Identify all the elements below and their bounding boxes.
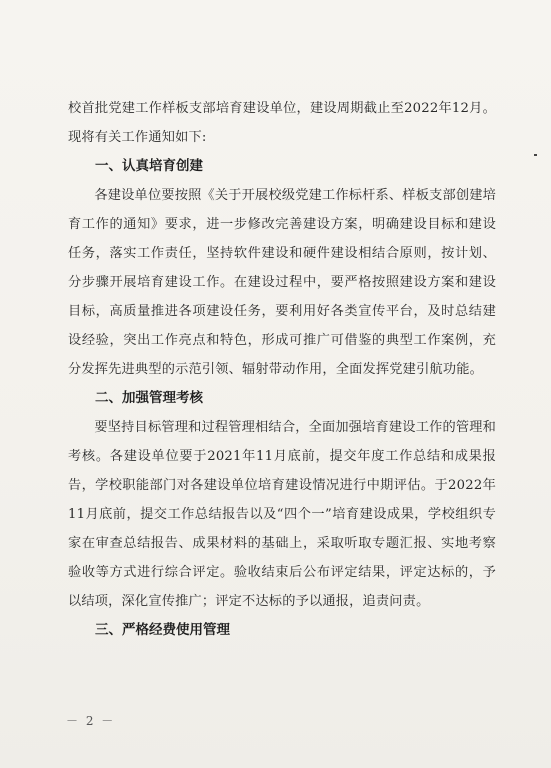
section-2-paragraph: 要坚持目标管理和过程管理相结合，全面加强培育建设工作的管理和考核。各建设单位要于2021年11月底前，提交年度工作总结和成果报告，学校职能部门对各建设单位培育建设情况进行中期评估。于2022年11月底前，提交工作总结报告以及“四个一”培育建设成果，学校组织专家在审查总结报告、成果材料的基础上，采取听取专题汇报、实地考察验收等方式进行综合评定。验收结束后公布评定结果，评定达标的，予以结项，深化宣传推广；评定不达标的予以通报，追责问责。 bbox=[68, 420, 497, 609]
document-body bbox=[68, 94, 496, 645]
section-heading-3: 三、严格经费使用管理 bbox=[95, 622, 230, 638]
section-heading-1: 一、认真培育创建 bbox=[95, 158, 203, 174]
page-number: － 2 － bbox=[66, 714, 116, 728]
margin-mark bbox=[534, 154, 537, 156]
section-1-paragraph: 各建设单位要按照《关于开展校级党建工作标杆系、样板支部创建培育工作的通知》要求，进一步修改完善建设方案，明确建设目标和建设任务，落实工作责任，坚持软件建设和硬件建设相结合原则，按计划、分步骤开展培育建设工作。在建设过程中，要严格按照建设方案和建设目标，高质量推进各项建设任务，要利用好各类宣传平台，及时总结建设经验，突出工作亮点和特色，形成可推广可借鉴的典型工作案例，充分发挥先进典型的示范引领、辐射带动作用，全面发挥党建引航功能。 bbox=[68, 188, 497, 377]
section-heading-2: 二、加强管理考核 bbox=[95, 390, 203, 406]
intro-paragraph: 校首批党建工作样板支部培育建设单位，建设周期截止至2022年12月。现将有关工作通知如下: bbox=[68, 101, 496, 145]
